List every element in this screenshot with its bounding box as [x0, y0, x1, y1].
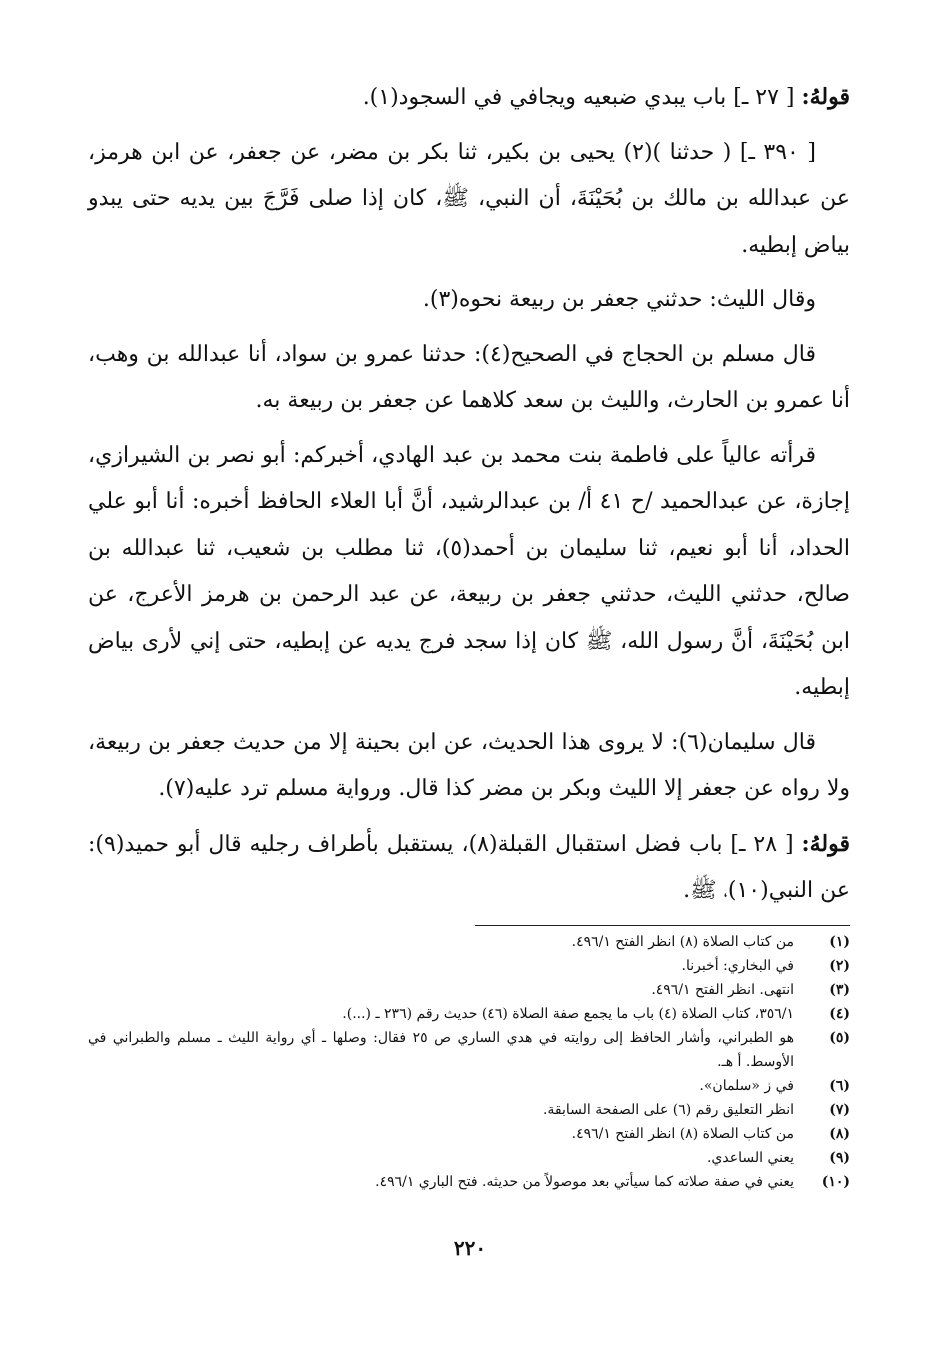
layth-paragraph — [88, 277, 850, 324]
footnotes — [88, 930, 850, 1194]
footnote-number: (٤) — [829, 1005, 850, 1022]
heading-text: [ ٢٨ ـ] باب فضل استقبال القبلة(٨)، يستقبل بأطراف رجليه قال أبو حميد(٩): عن النبي(١٠)، ﷺ. — [88, 831, 850, 903]
paragraph-text: [ ٣٩٠ ـ] ( حدثنا )(٢) يحيى بن بكير، ثنا بكر بن مضر، عن جعفر، عن ابن هرمز، عن عبدالله بن مالك بن بُحَيْنَةَ، أن النبي، ﷺ، كان إذا صلى فَرَّجَ بين يديه حتى يبدو بياض إبطيه. — [88, 139, 850, 258]
paragraph-text: قرأته عالياً على فاطمة بنت محمد بن عبد الهادي، أخبركم: أبو نصر بن الشيرازي، إجازة، عن عبدالحميد /ح ٤١ أ/ بن عبدالرشيد، أنَّ أبا العلاء الحافظ أخبره: أنا أبو علي الحداد، أنا أبو نعيم، ثنا سليمان بن أحمد(٥)، ثنا مطلب بن شعيب، ثنا عبدالله بن صالح، حدثني الليث، حدثني جعفر بن ربيعة، عن عبد الرحمن بن هرمز الأعرج، عن ابن بُحَيْنَةَ، أنَّ رسول الله، ﷺ كان إذا سجد فرج يديه عن إبطيه، حتى إني لأرى بياض إبطيه. — [88, 442, 850, 700]
page-body — [88, 74, 850, 1194]
page-number: ٢٢٠ — [453, 1236, 487, 1260]
footnote-item — [88, 1122, 850, 1146]
paragraph-text: وقال الليث: حدثني جعفر بن ربيعة نحوه(٣). — [422, 287, 816, 312]
chapter-heading-28 — [88, 821, 850, 915]
footnote-item — [88, 930, 850, 954]
footnote-text: في ز «سلمان». — [699, 1077, 794, 1094]
footnote-text: من كتاب الصلاة (٨) انظر الفتح ٤٩٦/١. — [571, 1125, 794, 1142]
footnote-item — [88, 1074, 850, 1098]
sulayman-paragraph — [88, 720, 850, 813]
footnote-number: (٥) — [829, 1029, 850, 1046]
footnote-number: (٨) — [829, 1125, 850, 1142]
heading-label: قولهُ: — [801, 830, 851, 857]
footnote-number: (٣) — [829, 981, 850, 998]
footnote-item — [88, 1026, 850, 1074]
footnote-item — [88, 1002, 850, 1026]
footnote-text: يعني الساعدي. — [706, 1149, 794, 1166]
footnote-text: ٣٥٦/١، كتاب الصلاة (٤) باب ما يجمع صفة الصلاة (٤٦) حديث رقم (٢٣٦ ـ (...). — [342, 1005, 794, 1022]
footnote-item — [88, 1098, 850, 1122]
muslim-paragraph — [88, 332, 850, 425]
paragraph-text: قال مسلم بن الحجاج في الصحيح(٤): حدثنا عمرو بن سواد، أنا عبدالله بن وهب، أنا عمرو بن الحارث، والليث بن سعد كلاهما عن جعفر بن ربيعة به. — [88, 341, 850, 413]
heading-text: [ ٢٧ ـ] باب يبدي ضبعيه ويجافي في السجود(١). — [362, 85, 795, 110]
footnote-item — [88, 954, 850, 978]
footnote-number: (٢) — [829, 957, 850, 974]
footnote-text: انتهى. انظر الفتح ٤٩٦/١. — [651, 981, 794, 998]
footnote-number: (٧) — [829, 1101, 850, 1118]
footnote-text: في البخاري: أخبرنا. — [681, 957, 794, 974]
paragraph-text: قال سليمان(٦): لا يروى هذا الحديث، عن ابن بحينة إلا من حديث جعفر بن ربيعة، ولا رواه عن جعفر إلا الليث وبكر بن مضر كذا قال. ورواية مسلم ترد عليه(٧). — [88, 729, 850, 801]
footnote-number: (٩) — [829, 1149, 850, 1166]
footnote-number: (٦) — [829, 1077, 850, 1094]
footnote-text: من كتاب الصلاة (٨) انظر الفتح ٤٩٦/١. — [571, 933, 794, 950]
footnote-divider — [475, 925, 850, 926]
footnote-text: هو الطبراني، وأشار الحافظ إلى روايته في هدي الساري ص ٢٥ فقال: وصلها ـ أي رواية الليث ـ مسلم والطبراني في الأوسط. أ هـ. — [88, 1029, 794, 1070]
footnote-number: (١) — [829, 933, 850, 950]
footnote-item — [88, 978, 850, 1002]
chapter-heading-27 — [88, 74, 850, 122]
heading-label: قولهُ: — [801, 84, 850, 110]
footnote-item — [88, 1170, 850, 1194]
footnote-number: (١٠) — [821, 1173, 850, 1190]
footnote-item — [88, 1146, 850, 1170]
isnad-paragraph — [88, 433, 850, 712]
hadith-390-paragraph — [88, 130, 850, 270]
footnote-text: انظر التعليق رقم (٦) على الصفحة السابقة. — [542, 1101, 794, 1118]
footnote-text: يعني في صفة صلاته كما سيأتي بعد موصولاً من حديثه. فتح الباري ٤٩٦/١. — [375, 1173, 794, 1190]
